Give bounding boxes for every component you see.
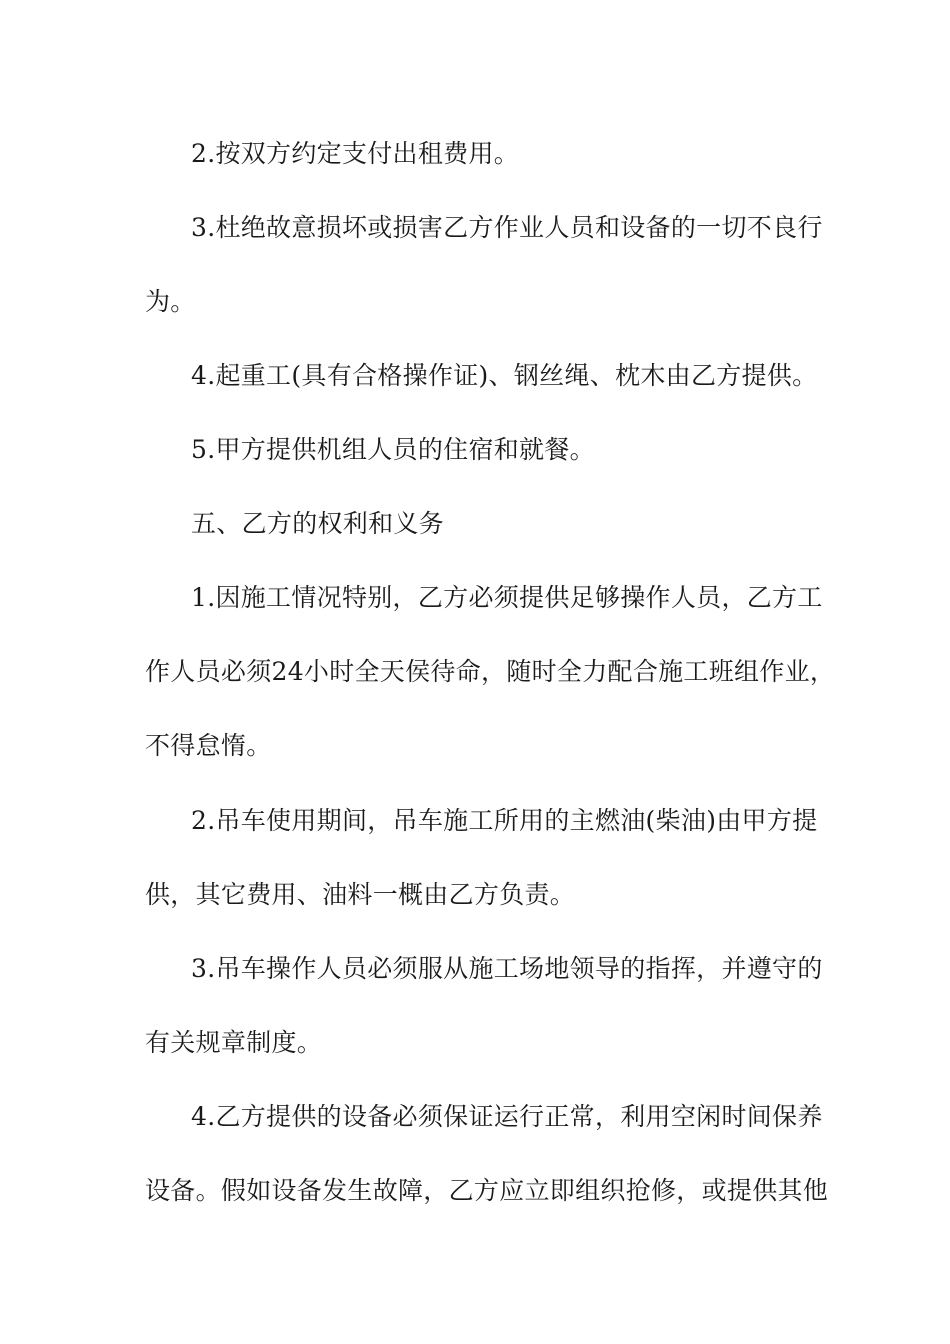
paragraph-line: 供，其它费用、油料一概由乙方负责。 bbox=[145, 880, 576, 909]
paragraph-line: 1.因施工情况特别，乙方必须提供足够操作人员，乙方工 bbox=[191, 583, 823, 612]
paragraph-line: 为。 bbox=[145, 287, 196, 316]
paragraph-line: 5.甲方提供机组人员的住宿和就餐。 bbox=[191, 435, 595, 464]
paragraph-line: 不得怠惰。 bbox=[145, 731, 272, 760]
paragraph-line: 2.按双方约定支付出租费用。 bbox=[191, 139, 520, 168]
paragraph-line: 作人员必须24小时全天侯待命，随时全力配合施工班组作业， bbox=[145, 657, 836, 686]
paragraph-line: 4.乙方提供的设备必须保证运行正常，利用空闲时间保养 bbox=[191, 1102, 823, 1131]
section-heading: 五、乙方的权利和义务 bbox=[191, 509, 445, 538]
paragraph-line: 3.杜绝故意损坏或损害乙方作业人员和设备的一切不良行 bbox=[191, 213, 823, 242]
paragraph-line: 2.吊车使用期间，吊车施工所用的主燃油(柴油)由甲方提 bbox=[191, 806, 818, 835]
paragraph-line: 有关规章制度。 bbox=[145, 1028, 323, 1057]
paragraph-line: 3.吊车操作人员必须服从施工场地领导的指挥，并遵守的 bbox=[191, 954, 823, 983]
paragraph-line: 设备。假如设备发生故障，乙方应立即组织抢修，或提供其他 bbox=[145, 1176, 829, 1205]
paragraph-line: 4.起重工(具有合格操作证)、钢丝绳、枕木由乙方提供。 bbox=[191, 361, 818, 390]
